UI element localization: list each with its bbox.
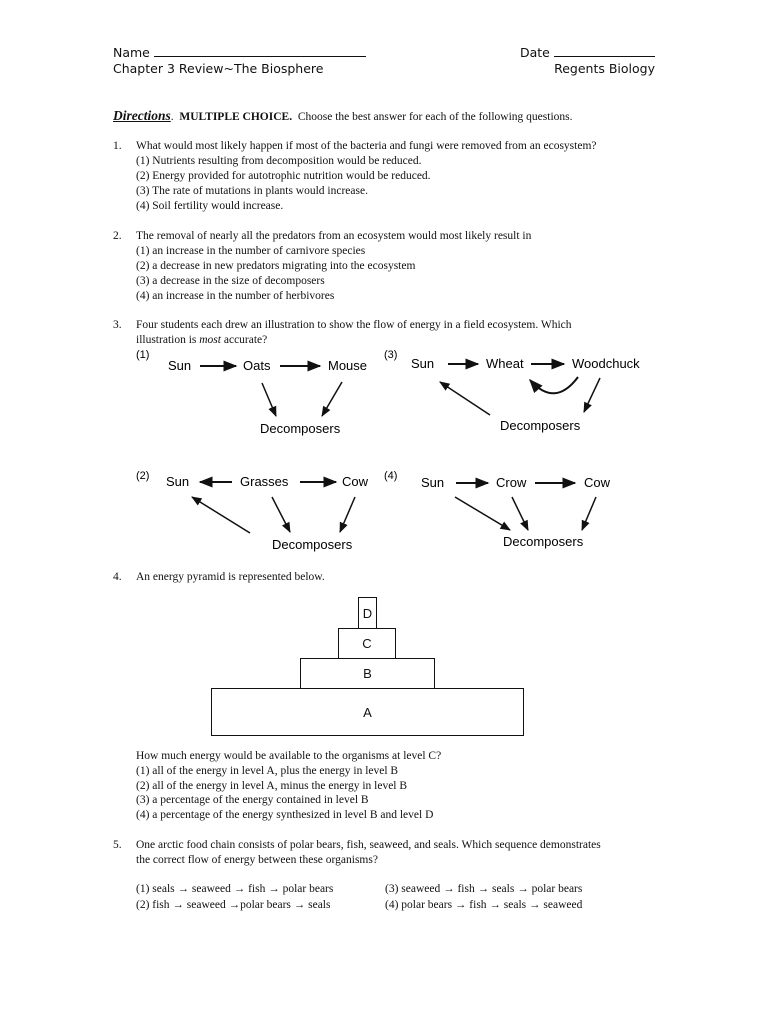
date-blank-line[interactable] <box>554 45 655 57</box>
directions-text: Choose the best answer for each of the following questions. <box>297 111 573 123</box>
question-5-number: 5. <box>113 839 122 851</box>
diagram-4-node-crow: Crow <box>496 475 527 490</box>
diagram-1-node-mouse: Mouse <box>328 358 368 373</box>
diagram-3-arrow-woodchuck-wheat <box>530 377 578 393</box>
directions-type: MULTIPLE CHOICE. <box>179 111 293 123</box>
diagram-3-label: (3) <box>384 349 398 361</box>
question-1-option-1[interactable]: (1) Nutrients resulting from decomposition would be reduced. <box>136 155 422 167</box>
question-4-option-2[interactable]: (2) all of the energy in level A, minus the energy in level B <box>136 780 408 792</box>
question-2-option-3[interactable]: (3) a decrease in the size of decomposers <box>136 275 325 287</box>
question-5-stem-line1: One arctic food chain consists of polar bears, fish, seaweed, and seals. Which sequence demonstrates <box>136 839 601 851</box>
question-5-stem-line2: the correct flow of energy between these organisms? <box>136 854 378 866</box>
question-3-stem-emphasis: most <box>199 334 221 346</box>
diagram-option-4[interactable] <box>384 470 611 549</box>
diagram-4-arrow-crow-decomposers <box>512 497 528 530</box>
diagram-3-node-woodchuck: Woodchuck <box>572 356 640 371</box>
diagram-3-node-wheat: Wheat <box>486 356 524 371</box>
diagram-4-node-cow: Cow <box>584 475 611 490</box>
date-label: Date <box>520 45 550 60</box>
diagram-2-arrow-decomposers-sun <box>192 497 250 533</box>
directions-label: Directions <box>113 108 171 123</box>
question-5-option-4[interactable]: (4) polar bears → fish → seals → seaweed <box>385 899 583 911</box>
question-4-option-4[interactable]: (4) a percentage of the energy synthesized in level B and level D <box>136 809 434 821</box>
question-3-stem-post: accurate? <box>220 334 268 346</box>
diagram-4-label: (4) <box>384 470 398 482</box>
question-4-stem: An energy pyramid is represented below. <box>136 571 325 583</box>
question-4-number: 4. <box>113 571 122 583</box>
pyramid-level-d: D <box>358 597 377 629</box>
question-5-option-1[interactable]: (1) seals → seaweed → fish → polar bears <box>136 883 334 895</box>
diagram-1-label: (1) <box>136 349 150 361</box>
diagram-2-arrow-grasses-decomposers <box>272 497 290 532</box>
diagram-3-node-sun: Sun <box>411 356 435 371</box>
diagram-option-2[interactable] <box>136 470 369 552</box>
diagram-4-node-decomposers: Decomposers <box>503 534 584 549</box>
pyramid-level-a: A <box>211 688 524 736</box>
question-1-number: 1. <box>113 140 122 152</box>
diagram-1-arrow-oats-decomposers <box>262 383 276 416</box>
question-2-stem: The removal of nearly all the predators from an ecosystem would most likely result in <box>136 230 532 242</box>
diagram-1-node-sun: Sun <box>168 358 192 373</box>
question-5-option-2[interactable]: (2) fish → seaweed →polar bears → seals <box>136 899 331 911</box>
question-3-stem-pre: illustration is <box>136 334 200 346</box>
question-3-number: 3. <box>113 319 122 331</box>
diagram-1-node-oats: Oats <box>243 358 271 373</box>
diagram-option-1[interactable] <box>136 349 367 436</box>
pyramid-level-b: B <box>300 658 435 689</box>
question-5-option-3[interactable]: (3) seaweed → fish → seals → polar bears <box>385 883 583 895</box>
question-4-sub-stem: How much energy would be available to the organisms at level C? <box>136 750 442 762</box>
diagram-4-arrow-cow-decomposers <box>582 497 596 530</box>
question-4-option-3[interactable]: (3) a percentage of the energy contained in level B <box>136 794 369 806</box>
question-1-option-2[interactable]: (2) Energy provided for autotrophic nutrition would be reduced. <box>136 170 431 182</box>
question-2-option-4[interactable]: (4) an increase in the number of herbivores <box>136 290 335 302</box>
pyramid-level-c: C <box>338 628 396 659</box>
diagram-1-node-decomposers: Decomposers <box>260 421 341 436</box>
diagram-2-node-grasses: Grasses <box>240 474 289 489</box>
diagram-4-arrow-sun-decomposers <box>455 497 510 530</box>
question-2-number: 2. <box>113 230 122 242</box>
date-field[interactable] <box>520 45 655 60</box>
diagram-3-arrow-decomposers-sun <box>440 382 490 415</box>
directions-period: . <box>170 111 174 123</box>
course-title: Regents Biology <box>554 61 655 76</box>
diagram-3-arrow-woodchuck-decomposers <box>584 378 600 412</box>
directions <box>113 108 573 124</box>
name-label: Name <box>113 45 150 60</box>
question-1-option-4[interactable]: (4) Soil fertility would increase. <box>136 200 284 212</box>
name-field[interactable] <box>113 45 366 60</box>
question-1-stem: What would most likely happen if most of the bacteria and fungi were removed from an ecosystem? <box>136 140 597 152</box>
question-3-stem-line1: Four students each drew an illustration to show the flow of energy in a field ecosystem. Which <box>136 319 572 331</box>
diagram-option-3[interactable] <box>384 349 640 433</box>
diagram-3-node-decomposers: Decomposers <box>500 418 581 433</box>
diagram-4-node-sun: Sun <box>421 475 445 490</box>
question-4-option-1[interactable]: (1) all of the energy in level A, plus the energy in level B <box>136 765 399 777</box>
name-blank-line[interactable] <box>154 45 366 57</box>
food-chain-diagrams <box>0 340 770 560</box>
diagram-2-label: (2) <box>136 470 150 482</box>
diagram-2-node-sun: Sun <box>166 474 190 489</box>
diagram-2-node-cow: Cow <box>342 474 369 489</box>
question-2-option-2[interactable]: (2) a decrease in new predators migrating into the ecosystem <box>136 260 416 272</box>
chapter-title: Chapter 3 Review~The Biosphere <box>113 61 324 76</box>
diagram-2-node-decomposers: Decomposers <box>272 537 353 552</box>
diagram-2-arrow-cow-decomposers <box>340 497 355 532</box>
question-2-option-1[interactable]: (1) an increase in the number of carnivore species <box>136 245 366 257</box>
diagram-1-arrow-mouse-decomposers <box>322 382 342 416</box>
question-1-option-3[interactable]: (3) The rate of mutations in plants would increase. <box>136 185 368 197</box>
